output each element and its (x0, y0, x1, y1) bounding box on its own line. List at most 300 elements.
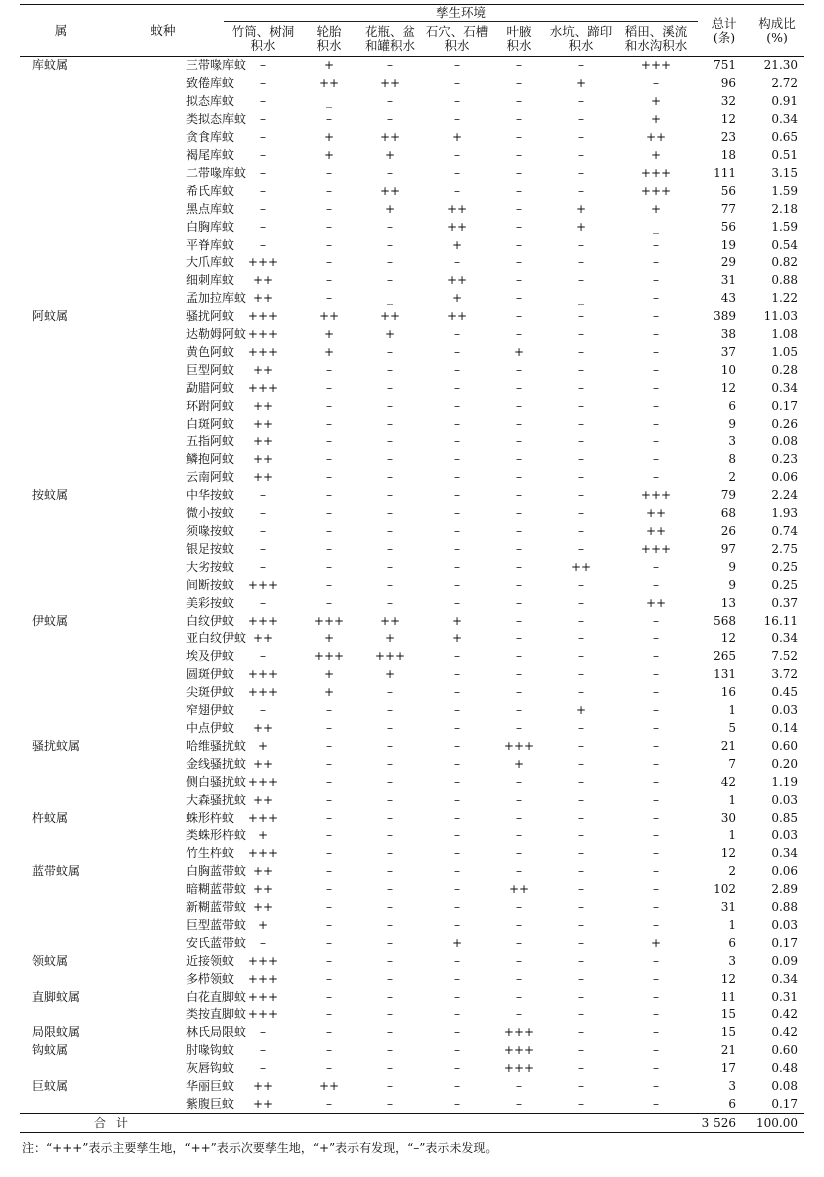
pct-cell: 11.03 (763, 309, 799, 324)
habitat-cell: – (387, 165, 393, 180)
habitat-cell: – (387, 953, 393, 968)
total-cell: 16 (720, 685, 737, 700)
total-cell: 9 (728, 416, 737, 431)
habitat-cell: – (578, 989, 584, 1004)
habitat-cell: – (578, 362, 584, 377)
habitat-cell: – (260, 201, 266, 216)
habitat-cell: – (454, 917, 460, 932)
species-cell: 白纹伊蚊 (186, 613, 235, 628)
table-row (20, 773, 804, 791)
habitat-cell: – (326, 416, 332, 431)
pct-cell: 1.05 (771, 344, 799, 359)
habitat-cell: – (653, 667, 660, 682)
pct-cell: 0.20 (771, 756, 799, 771)
habitat-cell: – (326, 810, 332, 825)
habitat-cell: – (653, 255, 660, 270)
genus-cell (20, 433, 102, 451)
habitat-cell: – (387, 1007, 393, 1022)
habitat-cell: – (326, 362, 332, 377)
habitat-cell: – (326, 900, 332, 915)
habitat-cell: – (516, 362, 522, 377)
habitat-cell: + (384, 201, 396, 216)
habitat-cell: ++ (252, 631, 274, 646)
habitat-cell: + (323, 344, 335, 359)
habitat-cell: ++ (508, 882, 530, 897)
species-cell: 蛛形杵蚊 (186, 810, 235, 825)
habitat-cell: – (326, 273, 332, 288)
species-cell: 侧白骚扰蚊 (186, 774, 247, 789)
habitat-cell: – (387, 452, 393, 467)
habitat-cell: + (650, 147, 662, 162)
habitat-cell: – (653, 380, 660, 395)
pct-cell: 0.85 (771, 810, 799, 825)
habitat-cell: – (578, 470, 584, 485)
pct-cell: 2.18 (771, 201, 799, 216)
table-row (20, 523, 804, 541)
habitat-cell: + (513, 344, 525, 359)
species-cell: 新糊蓝带蚊 (186, 900, 247, 915)
species-cell: 白花直脚蚊 (186, 989, 247, 1004)
habitat-cell: + (323, 327, 335, 342)
habitat-cell: – (387, 1097, 393, 1112)
habitat-cell: – (260, 112, 266, 127)
total-cell: 2 (728, 470, 737, 485)
table-row (20, 684, 804, 702)
habitat-cell: – (516, 58, 522, 73)
species-cell: 三带喙库蚊 (186, 58, 247, 73)
pct-cell: 0.82 (771, 255, 799, 270)
pct-cell: 0.45 (771, 685, 799, 700)
habitat-cell: – (454, 756, 460, 771)
table-row (20, 755, 804, 773)
table-row (20, 344, 804, 362)
habitat-cell: – (454, 953, 460, 968)
habitat-cell: +++ (247, 380, 279, 395)
habitat-cell: – (454, 488, 460, 503)
pct-cell: 0.09 (771, 953, 799, 968)
pct-cell: 2.72 (771, 76, 799, 91)
habitat-cell: – (516, 541, 522, 556)
habitat-cell: – (516, 309, 522, 324)
genus-cell (20, 218, 102, 236)
table-row (20, 326, 804, 344)
habitat-cell: ++ (379, 76, 401, 91)
genus-cell (20, 505, 102, 523)
habitat-cell: ++ (252, 864, 274, 879)
species-cell: 多栉领蚊 (186, 971, 235, 986)
genus-cell (20, 540, 102, 558)
habitat-cell: – (578, 882, 584, 897)
genus-cell (20, 558, 102, 576)
habitat-cell: +++ (247, 685, 279, 700)
total-cell: 79 (720, 488, 737, 503)
habitat-cell: – (326, 989, 332, 1004)
habitat-cell: – (454, 595, 460, 610)
pct-cell: 0.42 (771, 1025, 799, 1040)
table-row (20, 917, 804, 935)
habitat-cell: – (653, 559, 660, 574)
total-cell: 12 (720, 631, 737, 646)
table-row (20, 540, 804, 558)
habitat-cell: – (516, 613, 522, 628)
habitat-cell: – (578, 327, 584, 342)
genus-cell (20, 200, 102, 218)
species-cell: 巨型蓝带蚊 (186, 917, 247, 932)
genus-cell: 骚扰蚊属 (32, 738, 81, 753)
habitat-cell: – (387, 595, 393, 610)
species-cell: 类按直脚蚊 (186, 1007, 247, 1022)
header-env-group: 孳生环境 (224, 5, 698, 22)
table-row (20, 594, 804, 612)
habitat-cell: – (387, 344, 393, 359)
habitat-cell: – (578, 344, 584, 359)
habitat-cell: – (326, 398, 332, 413)
habitat-cell: – (260, 649, 266, 664)
table-row (20, 737, 804, 755)
habitat-cell: – (516, 76, 522, 91)
total-cell: 265 (713, 649, 737, 664)
habitat-cell: – (516, 165, 522, 180)
habitat-cell: – (387, 380, 393, 395)
table-row (20, 952, 804, 970)
habitat-cell: – (326, 380, 332, 395)
habitat-cell: – (326, 183, 332, 198)
total-cell: 6 (728, 935, 737, 950)
habitat-cell: – (653, 810, 660, 825)
habitat-cell: – (578, 846, 584, 861)
genus-cell (20, 576, 102, 594)
habitat-cell: – (387, 94, 393, 109)
habitat-cell: – (326, 541, 332, 556)
pct-cell: 0.03 (771, 703, 799, 718)
species-cell: 金线骚扰蚊 (186, 756, 247, 771)
habitat-cell: + (323, 147, 335, 162)
habitat-cell: + (384, 667, 396, 682)
pct-cell: 16.11 (763, 613, 799, 628)
table-row (20, 1042, 804, 1060)
habitat-cell: – (454, 327, 460, 342)
habitat-cell: – (578, 130, 584, 145)
habitat-cell: – (578, 864, 584, 879)
habitat-cell: – (653, 917, 660, 932)
species-cell: 白胸蓝带蚊 (186, 864, 247, 879)
header-env-0: 竹筒、树洞 积水 (224, 22, 302, 57)
table-row (20, 934, 804, 952)
total-cell: 12 (720, 846, 737, 861)
habitat-cell: – (326, 774, 332, 789)
table-row (20, 433, 804, 451)
habitat-cell: – (387, 398, 393, 413)
header-env-2: 花瓶、盆 和罐积水 (356, 22, 424, 57)
habitat-cell: – (260, 147, 266, 162)
habitat-cell: ++ (379, 183, 401, 198)
table-row (20, 809, 804, 827)
pct-cell: 0.42 (771, 1007, 799, 1022)
habitat-cell: – (516, 183, 522, 198)
genus-cell (20, 1096, 102, 1114)
habitat-cell: – (454, 76, 460, 91)
total-cell: 6 (728, 1097, 737, 1112)
habitat-cell: + (575, 76, 587, 91)
habitat-cell: – (387, 58, 393, 73)
habitat-cell: ++ (252, 273, 274, 288)
total-cell: 1 (728, 828, 737, 843)
habitat-cell: – (516, 595, 522, 610)
habitat-cell: – (387, 685, 393, 700)
habitat-cell: – (516, 506, 522, 521)
habitat-cell: – (516, 273, 522, 288)
pct-cell: 3.15 (771, 165, 799, 180)
table-row (20, 558, 804, 576)
table-row (20, 702, 804, 720)
pct-cell: 0.17 (771, 398, 799, 413)
total-cell: 38 (720, 327, 737, 342)
habitat-cell: – (260, 703, 266, 718)
habitat-cell: – (387, 720, 393, 735)
habitat-cell: – (326, 828, 332, 843)
habitat-cell: – (578, 524, 584, 539)
table-footnote: 注：“+++”表示主要孳生地，“++”表示次要孳生地，“+”表示有发现，“–”表示未发现。 (22, 1141, 498, 1156)
habitat-cell: ++ (645, 130, 667, 145)
habitat-cell: – (387, 362, 393, 377)
habitat-cell: – (653, 864, 660, 879)
habitat-cell: – (578, 1079, 584, 1094)
habitat-cell: – (326, 488, 332, 503)
habitat-cell: – (578, 971, 584, 986)
pct-cell: 0.74 (771, 524, 799, 539)
habitat-cell: – (387, 971, 393, 986)
habitat-cell: – (387, 524, 393, 539)
genus-cell (20, 415, 102, 433)
habitat-cell: – (578, 917, 584, 932)
species-cell: 黄色阿蚊 (186, 344, 235, 359)
header-env-1: 轮胎 积水 (302, 22, 356, 57)
habitat-cell: – (454, 541, 460, 556)
table-row (20, 827, 804, 845)
pct-cell: 0.25 (771, 559, 799, 574)
habitat-cell: – (516, 398, 522, 413)
total-cell: 30 (720, 810, 737, 825)
habitat-cell: – (454, 416, 460, 431)
pct-cell: 0.25 (771, 577, 799, 592)
pct-cell: 2.24 (771, 488, 799, 503)
total-cell: 111 (713, 165, 737, 180)
header-genus: 属 (20, 5, 102, 57)
habitat-cell: – (260, 559, 266, 574)
habitat-cell: +++ (640, 165, 672, 180)
habitat-cell: – (516, 900, 522, 915)
pct-cell: 0.34 (771, 971, 799, 986)
habitat-cell: – (260, 165, 266, 180)
genus-cell (20, 702, 102, 720)
habitat-cell: – (454, 577, 460, 592)
habitat-cell: ++ (645, 595, 667, 610)
habitat-cell: – (454, 703, 460, 718)
habitat-cell: – (326, 595, 332, 610)
species-cell: 暗糊蓝带蚊 (186, 882, 247, 897)
genus-cell (20, 684, 102, 702)
species-cell: 大劣按蚊 (186, 559, 235, 574)
habitat-cell: + (650, 935, 662, 950)
genus-cell (20, 290, 102, 308)
species-cell: 窄翅伊蚊 (186, 703, 235, 718)
habitat-cell: – (516, 219, 522, 234)
genus-cell (20, 594, 102, 612)
habitat-cell: ++ (252, 470, 274, 485)
species-cell: 华丽巨蚊 (186, 1079, 235, 1094)
total-cell: 11 (720, 989, 737, 1004)
habitat-cell: – (454, 1061, 460, 1076)
species-cell: 贪食库蚊 (186, 130, 235, 145)
pct-cell: 7.52 (771, 649, 799, 664)
header-env-5: 水坑、蹄印 积水 (548, 22, 614, 57)
pct-cell: 1.59 (771, 219, 799, 234)
genus-cell (20, 164, 102, 182)
habitat-cell: – (578, 488, 584, 503)
habitat-cell: – (653, 416, 660, 431)
habitat-cell: + (323, 58, 335, 73)
total-cell: 10 (720, 362, 737, 377)
habitat-cell: + (451, 130, 463, 145)
total-cell: 9 (728, 577, 737, 592)
habitat-cell: +++ (247, 255, 279, 270)
species-cell: 黑点库蚊 (186, 201, 235, 216)
habitat-cell: – (454, 183, 460, 198)
habitat-cell: – (516, 828, 522, 843)
species-cell: 类拟态库蚊 (186, 112, 247, 127)
habitat-cell: – (578, 434, 584, 449)
habitat-cell: – (516, 703, 522, 718)
pct-cell: 0.34 (771, 631, 799, 646)
habitat-cell: – (653, 309, 660, 324)
habitat-cell: – (326, 577, 332, 592)
habitat-cell: – (578, 273, 584, 288)
table-row (20, 720, 804, 738)
habitat-cell: – (387, 1043, 393, 1058)
habitat-cell: +++ (247, 810, 279, 825)
habitat-cell: + (575, 703, 587, 718)
pct-cell: 1.22 (771, 291, 799, 306)
habitat-cell: – (578, 685, 584, 700)
habitat-cell: – (653, 327, 660, 342)
genus-cell: 杵蚊属 (32, 810, 69, 825)
species-cell: 白斑阿蚊 (186, 416, 235, 431)
table-row (20, 75, 804, 93)
total-cell: 42 (720, 774, 737, 789)
pct-cell: 0.65 (771, 130, 799, 145)
habitat-cell: – (578, 94, 584, 109)
total-cell: 8 (728, 452, 737, 467)
table-row (20, 863, 804, 881)
habitat-cell: ++ (252, 900, 274, 915)
habitat-cell: – (260, 237, 266, 252)
species-cell: 中点伊蚊 (186, 720, 235, 735)
habitat-cell: – (578, 380, 584, 395)
habitat-cell: ++ (252, 362, 274, 377)
habitat-cell: – (653, 362, 660, 377)
table-row (20, 415, 804, 433)
habitat-cell: +++ (503, 1025, 535, 1040)
species-cell: 中华按蚊 (186, 488, 235, 503)
habitat-cell: – (578, 792, 584, 807)
pct-cell: 0.03 (771, 828, 799, 843)
habitat-cell: + (451, 631, 463, 646)
species-cell: 勐腊阿蚊 (186, 380, 235, 395)
habitat-cell: – (578, 935, 584, 950)
habitat-cell: – (516, 864, 522, 879)
table-row (20, 988, 804, 1006)
habitat-cell: – (578, 237, 584, 252)
habitat-cell: – (516, 201, 522, 216)
species-cell: 巨型阿蚊 (186, 362, 235, 377)
pct-cell: 0.17 (771, 935, 799, 950)
habitat-cell: – (260, 541, 266, 556)
habitat-cell: – (653, 577, 660, 592)
habitat-cell: ++ (252, 1079, 274, 1094)
habitat-cell: – (578, 774, 584, 789)
table-row (20, 791, 804, 809)
habitat-cell: – (387, 703, 393, 718)
habitat-cell: – (387, 1025, 393, 1040)
habitat-cell: – (454, 506, 460, 521)
habitat-cell: ++ (645, 524, 667, 539)
habitat-cell: – (516, 130, 522, 145)
habitat-cell: – (326, 112, 332, 127)
habitat-cell: – (516, 810, 522, 825)
total-cell: 17 (720, 1061, 737, 1076)
habitat-cell: – (387, 810, 393, 825)
habitat-cell: – (516, 112, 522, 127)
habitat-cell: – (387, 273, 393, 288)
header-env-3: 石穴、石槽 积水 (424, 22, 490, 57)
habitat-cell: – (387, 506, 393, 521)
habitat-cell: +++ (247, 971, 279, 986)
habitat-cell: – (260, 506, 266, 521)
pct-cell: 0.23 (771, 452, 799, 467)
total-cell: 29 (720, 255, 737, 270)
genus-cell (20, 344, 102, 362)
species-cell: 致倦库蚊 (186, 76, 235, 91)
genus-cell (20, 93, 102, 111)
habitat-cell: – (326, 1061, 332, 1076)
habitat-cell: ++ (252, 882, 274, 897)
species-cell: 希氏库蚊 (186, 183, 235, 198)
habitat-cell: – (578, 183, 584, 198)
species-cell: 间断按蚊 (186, 577, 235, 592)
habitat-cell: – (326, 165, 332, 180)
table-row (20, 845, 804, 863)
total-cell: 6 (728, 398, 737, 413)
species-cell: 白胸库蚊 (186, 219, 235, 234)
habitat-cell: – (454, 649, 460, 664)
habitat-cell: – (653, 720, 660, 735)
total-cell: 1 (728, 703, 737, 718)
habitat-cell: ++ (252, 720, 274, 735)
species-cell: 银足按蚊 (186, 541, 235, 556)
pct-cell: 1.59 (771, 183, 799, 198)
total-cell: 7 (728, 756, 737, 771)
habitat-cell: – (387, 1079, 393, 1094)
species-cell: 林氏局限蚊 (186, 1025, 247, 1040)
pct-cell: 0.14 (771, 720, 799, 735)
total-cell: 9 (728, 559, 737, 574)
genus-cell (20, 254, 102, 272)
total-cell: 21 (720, 738, 737, 753)
habitat-cell: – (387, 846, 393, 861)
habitat-cell: + (575, 201, 587, 216)
total-cell: 568 (713, 613, 737, 628)
habitat-cell: +++ (640, 488, 672, 503)
